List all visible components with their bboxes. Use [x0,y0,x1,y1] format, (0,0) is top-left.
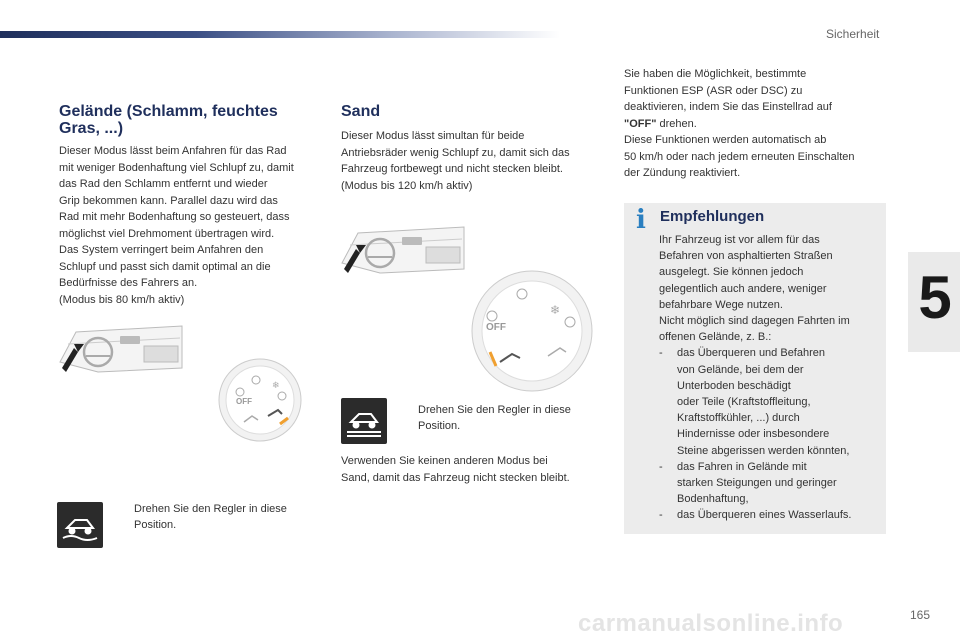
mode-dial [470,270,594,392]
text-line: Rad mit mehr Bodenhaftung so gesteuert, dass [59,211,290,223]
text-line: mit weniger Bodenhaftung viel Schlupf zu, damit [59,161,294,174]
heading-mud-line1: Gelände (Schlamm, feuchtes [59,103,278,120]
mud-mode-icon [57,502,103,548]
text-line: das Überqueren und Befahren [677,347,825,360]
instruction-line: Drehen Sie den Regler in diese [418,404,571,416]
text-line: Kraftstoffkühler, ...) durch [677,412,800,425]
list-dash: - [659,509,663,522]
section-label: Sicherheit [826,27,880,41]
sand-description [341,128,611,194]
dial-off-label: OFF [236,397,252,406]
text-line: Dieser Modus lässt beim Anfahren für das Rad [59,145,287,157]
instruction-line: Drehen Sie den Regler in diese [134,503,287,515]
text-line: das Fahren in Gelände mit [677,460,807,473]
list-dash: - [659,460,663,473]
mud-description [59,143,319,308]
text-line: Funktionen ESP (ASR oder DSC) zu [624,84,803,97]
page-number: 165 [910,608,931,622]
text-line: das Überqueren eines Wasserlaufs. [677,509,852,522]
text-line: Fahrzeug fortbewegt und nicht stecken bleibt. [341,163,563,175]
text-line: Bodenhaftung, [677,493,749,506]
text-line: befahrbare Wege nutzen. [659,298,783,311]
text-line: Steine abgerissen werden könnten, [677,444,850,457]
off-label: "OFF" [624,117,657,130]
heading-mud [59,103,278,137]
sand-note [341,453,611,486]
text-line: Grip bekommen kann. Parallel dazu wird das [59,194,278,207]
text-line: oder Teile (Kraftstoffleitung, [677,396,811,409]
text-line: Unterboden beschädigt [677,379,791,392]
text-line: Diese Funktionen werden automatisch ab [624,134,827,146]
chapter-number: 5 [918,264,952,331]
heading-mud-line2: Gras, ...) [59,120,124,137]
dashboard-illustration [58,322,184,374]
instruction-line: Position. [134,519,177,531]
text-line: von Gelände, bei dem der [677,363,804,376]
text-line: Das System verringert beim Anfahren den [59,244,264,256]
list-item [659,459,881,508]
mud-instruction [114,501,324,533]
text-line: (Modus bis 120 km/h aktiv) [341,179,473,192]
sand-instruction [398,402,608,434]
text-line: Hindernisse oder insbesondere [677,428,830,441]
list-item [659,507,881,523]
text-line: Sie haben die Möglichkeit, bestimmte [624,68,807,80]
text-line: Befahren von asphaltierten Straßen [659,250,833,263]
text-line: der Zündung reaktiviert. [624,167,741,179]
dashboard-illustration [340,223,466,275]
header-bar [0,31,560,38]
text-line: Dieser Modus lässt simultan für beide [341,130,525,142]
text-line: 50 km/h oder nach jedem erneuten Einschalten [624,150,855,163]
esp-description [624,66,894,182]
text-fragment: drehen. [659,117,697,130]
text-line: Bedürfnisse des Fahrers an. [59,277,198,289]
text-line: deaktivieren, indem Sie das Einstellrad auf [624,101,832,113]
text-line: möglichst viel Drehmoment übertragen wird. [59,227,275,240]
text-line: Ihr Fahrzeug ist vor allem für das [659,234,820,246]
svg-text:❄: ❄ [272,380,280,390]
text-line: starken Steigungen und geringer [677,477,837,490]
recommendations-body [659,232,881,524]
text-line: Antriebsräder wenig Schlupf zu, damit sich das [341,146,570,159]
text-line: Sand, damit das Fahrzeug nicht stecken bleibt. [341,471,570,484]
text-line: das Rad den Schlamm entfernt und wieder [59,178,268,190]
text-line: Schlupf und passt sich damit optimal an die [59,260,271,273]
info-icon: i [636,205,646,235]
dial-off-label: OFF [486,322,506,333]
list-item [659,345,881,458]
text-line: Verwenden Sie keinen anderen Modus bei [341,455,548,467]
watermark: carmanualsonline.info [578,610,844,637]
recommendations-title: Empfehlungen [660,208,765,225]
text-line: (Modus bis 80 km/h aktiv) [59,293,185,306]
sand-mode-icon [341,398,387,444]
text-line [624,116,894,133]
text-line: gelegentlich auch andere, weniger [659,282,827,295]
list-dash: - [659,347,663,360]
svg-text:❄: ❄ [550,303,561,317]
instruction-line: Position. [418,420,461,432]
mode-dial [218,358,302,442]
text-line: ausgelegt. Sie können jedoch [659,266,804,279]
text-line: offenen Gelände, z. B.: [659,331,772,344]
text-line: Nicht möglich sind dagegen Fahrten im [659,315,850,328]
heading-sand: Sand [341,103,381,120]
